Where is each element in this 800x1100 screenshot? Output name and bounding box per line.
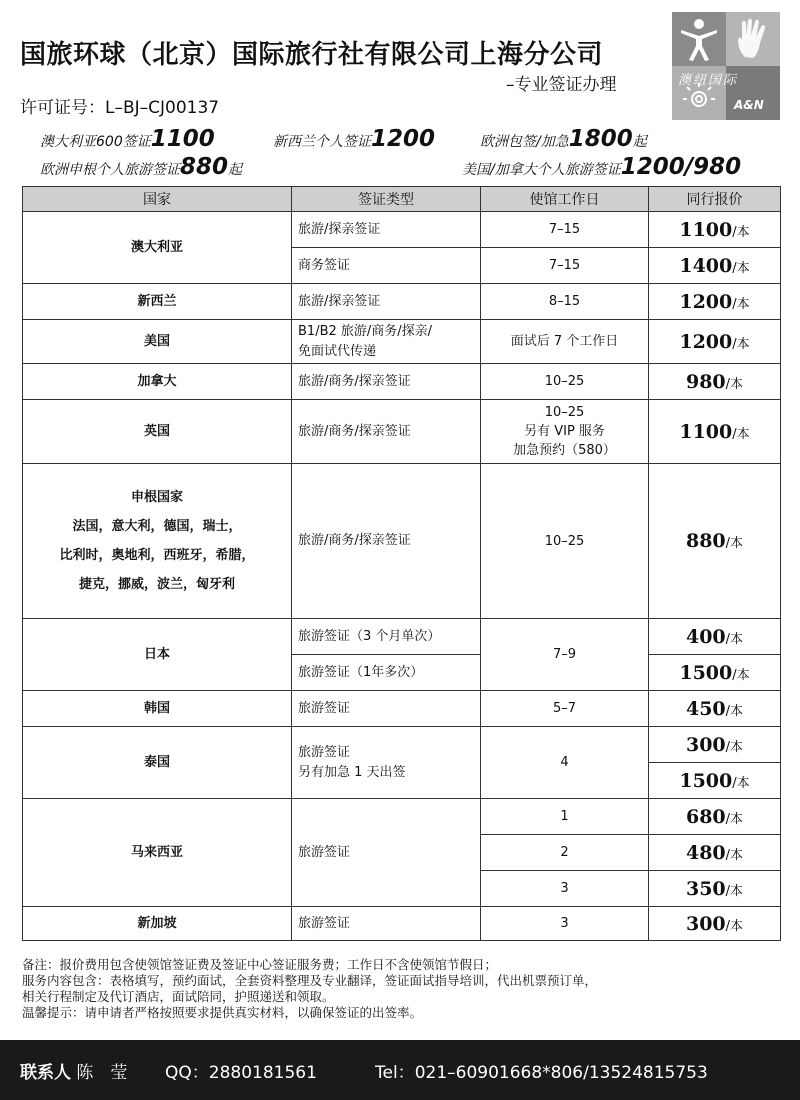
- country-cell: 澳大利亚: [23, 212, 292, 284]
- person-figure-icon: [672, 12, 726, 66]
- price-value: 1100: [679, 420, 733, 443]
- note-line: 温馨提示：请申请者严格按照要求提供真实材料，以确保签证的出签率。: [22, 1005, 423, 1020]
- country-cell: 美国: [23, 320, 292, 364]
- days-cell: 5–7: [481, 691, 649, 727]
- price-unit: /本: [725, 631, 744, 647]
- promo-price: 880: [180, 154, 229, 180]
- visa-type-cell: 旅游/探亲签证: [292, 212, 481, 248]
- company-logo: [672, 12, 780, 120]
- country-cell: 马来西亚: [23, 799, 292, 907]
- qq-label: QQ：: [165, 1063, 209, 1083]
- promo-australia: [40, 126, 215, 152]
- price-unit: /本: [732, 775, 750, 791]
- table-row: [23, 464, 781, 619]
- price-cell: [649, 400, 781, 464]
- visa-type-cell: 旅游签证（1年多次）: [292, 655, 481, 691]
- price-unit: /本: [732, 426, 750, 442]
- promo-label: 欧洲申根个人旅游签证: [40, 162, 180, 178]
- note-line: 备注：报价费用包含使领馆签证费及签证中心签证服务费；工作日不含使领馆节假日；: [22, 957, 498, 972]
- days-cell: 2: [481, 835, 649, 871]
- price-unit: /本: [725, 847, 744, 863]
- company-subtitle: –专业签证办理: [506, 75, 617, 95]
- visa-type-cell: 旅游/探亲签证: [292, 284, 481, 320]
- table-header-row: [23, 187, 781, 212]
- table-row: [23, 619, 781, 655]
- visa-type-line: 免面试代传递: [298, 343, 377, 359]
- visa-type-line: 旅游签证: [298, 744, 351, 760]
- price-unit: /本: [725, 376, 744, 392]
- contact-label: 联系人: [20, 1063, 71, 1083]
- promo-suffix: 起: [228, 162, 243, 178]
- price-cell: [649, 871, 781, 907]
- promo-label: 欧洲包签/加急: [480, 134, 569, 150]
- promo-newzealand: [273, 126, 435, 152]
- days-cell: 面试后 7 个工作日: [481, 320, 649, 364]
- table-row: [23, 400, 781, 464]
- days-cell: 3: [481, 871, 649, 907]
- promo-usa-canada: [462, 154, 741, 180]
- header-visa-type: 签证类型: [292, 187, 481, 212]
- logo-abbr: A&N: [734, 98, 764, 112]
- days-cell: 7–15: [481, 212, 649, 248]
- country-cell: [23, 464, 292, 619]
- qq-number: 2880181561: [208, 1063, 317, 1083]
- price-unit: /本: [732, 224, 750, 240]
- promo-schengen: [40, 154, 242, 180]
- header-country: 国家: [23, 187, 292, 212]
- price-unit: /本: [725, 883, 744, 899]
- table-row: [23, 727, 781, 763]
- logo-text: 澳纽国际: [678, 73, 739, 88]
- visa-type-cell: 旅游/商务/探亲签证: [292, 400, 481, 464]
- price-cell: [649, 248, 781, 284]
- visa-type-cell: 旅游签证: [292, 907, 481, 941]
- price-unit: /本: [725, 739, 744, 755]
- price-unit: /本: [732, 336, 750, 352]
- table-row: [23, 691, 781, 727]
- tel-number: 021–60901668*806/13524815753: [414, 1063, 708, 1083]
- country-line: 申根国家: [130, 490, 183, 505]
- visa-price-table: [22, 186, 781, 941]
- license-value: L–BJ–CJ00137: [105, 98, 220, 118]
- country-cell: 泰国: [23, 727, 292, 799]
- visa-type-cell: 旅游签证: [292, 799, 481, 907]
- days-cell: 4: [481, 727, 649, 799]
- price-cell: [649, 655, 781, 691]
- days-line: 10–25: [544, 405, 585, 420]
- days-cell: 7–9: [481, 619, 649, 691]
- note-line: 服务内容包含：表格填写，预约面试，全套资料整理及专业翻译，签证面试指导培训，代出机票预订单，: [22, 973, 598, 988]
- promo-price: 1100: [150, 126, 215, 152]
- promo-label: 美国/加拿大个人旅游签证: [462, 162, 621, 178]
- price-value: 400: [685, 625, 726, 648]
- table-row: [23, 320, 781, 364]
- table-row: [23, 907, 781, 941]
- price-value: 1400: [679, 254, 733, 277]
- table-row: [23, 284, 781, 320]
- price-value: 350: [685, 877, 726, 900]
- visa-type-cell: 旅游/商务/探亲签证: [292, 464, 481, 619]
- price-unit: /本: [732, 667, 750, 683]
- price-cell: [649, 212, 781, 248]
- price-cell: [649, 364, 781, 400]
- price-value: 1500: [679, 661, 733, 684]
- price-value: 680: [685, 805, 726, 828]
- contact-tel: [375, 1058, 708, 1083]
- license-label: 许可证号：: [20, 98, 105, 118]
- hand-icon: [726, 12, 780, 66]
- price-unit: /本: [725, 536, 744, 551]
- visa-type-cell: 旅游签证: [292, 691, 481, 727]
- price-value: 450: [685, 697, 726, 720]
- visa-type-cell: 商务签证: [292, 248, 481, 284]
- visa-type-cell: 旅游/商务/探亲签证: [292, 364, 481, 400]
- price-unit: /本: [725, 811, 744, 827]
- country-cell: 日本: [23, 619, 292, 691]
- header-price: 同行报价: [649, 187, 781, 212]
- price-value: 300: [685, 912, 726, 935]
- price-unit: /本: [732, 296, 750, 312]
- promo-suffix: 起: [632, 134, 647, 150]
- price-value: 1200: [679, 290, 733, 313]
- tel-label: Tel：: [375, 1063, 415, 1083]
- country-line: 法国，意大利，德国，瑞士，: [72, 519, 242, 534]
- price-cell: [649, 691, 781, 727]
- price-value: 1200: [679, 330, 733, 353]
- price-cell: [649, 464, 781, 619]
- days-line: 加急预约（580）: [513, 443, 616, 458]
- contact-name: 陈 莹: [76, 1063, 128, 1083]
- company-title: 国旅环球（北京）国际旅行社有限公司上海分公司: [20, 40, 604, 70]
- promo-price: 1200/980: [620, 154, 742, 180]
- price-value: 980: [685, 370, 726, 393]
- contact-qq: [165, 1058, 317, 1083]
- days-cell: 3: [481, 907, 649, 941]
- header-embassy-days: 使馆工作日: [481, 187, 649, 212]
- visa-type-cell: [292, 320, 481, 364]
- country-cell: 加拿大: [23, 364, 292, 400]
- price-unit: /本: [725, 703, 744, 719]
- price-cell: [649, 619, 781, 655]
- price-value: 880: [685, 530, 726, 552]
- days-line: 另有 VIP 服务: [524, 424, 605, 439]
- visa-type-line: 另有加急 1 天出签: [298, 764, 406, 780]
- table-row: [23, 364, 781, 400]
- price-unit: /本: [725, 918, 744, 934]
- country-line: 捷克，挪威，波兰，匈牙利: [78, 577, 235, 592]
- promo-europe-express: [480, 126, 647, 152]
- country-cell: 新西兰: [23, 284, 292, 320]
- promo-price: 1200: [371, 126, 436, 152]
- visa-type-line: B1/B2 旅游/商务/探亲/: [298, 323, 433, 339]
- days-cell: 7–15: [481, 248, 649, 284]
- visa-type-cell: [292, 727, 481, 799]
- price-cell: [649, 835, 781, 871]
- price-cell: [649, 763, 781, 799]
- days-cell: 10–25: [481, 464, 649, 619]
- license-number: [20, 93, 219, 118]
- price-cell: [649, 727, 781, 763]
- notes-section: [22, 957, 782, 1021]
- days-cell: 1: [481, 799, 649, 835]
- table-row: [23, 799, 781, 835]
- country-line: 比利时，奥地利，西班牙，希腊，: [59, 548, 255, 563]
- contact-person: [20, 1058, 127, 1083]
- visa-type-cell: 旅游签证（3 个月单次）: [292, 619, 481, 655]
- price-cell: [649, 799, 781, 835]
- days-cell: 10–25: [481, 364, 649, 400]
- country-cell: 韩国: [23, 691, 292, 727]
- price-value: 480: [685, 841, 726, 864]
- days-cell: [481, 400, 649, 464]
- price-value: 1100: [679, 218, 733, 241]
- promo-price: 1800: [568, 126, 633, 152]
- price-cell: [649, 284, 781, 320]
- table-row: [23, 212, 781, 248]
- days-cell: 8–15: [481, 284, 649, 320]
- contact-footer: [0, 1040, 800, 1100]
- promo-label: 新西兰个人签证: [273, 134, 371, 150]
- price-unit: /本: [732, 260, 750, 276]
- price-value: 300: [685, 733, 726, 756]
- note-line: 相关行程制定及代订酒店，面试陪同，护照递送和领取。: [22, 989, 335, 1004]
- country-cell: 英国: [23, 400, 292, 464]
- price-cell: [649, 320, 781, 364]
- promo-label: 澳大利亚600签证: [40, 134, 151, 150]
- price-cell: [649, 907, 781, 941]
- country-cell: 新加坡: [23, 907, 292, 941]
- price-value: 1500: [679, 769, 733, 792]
